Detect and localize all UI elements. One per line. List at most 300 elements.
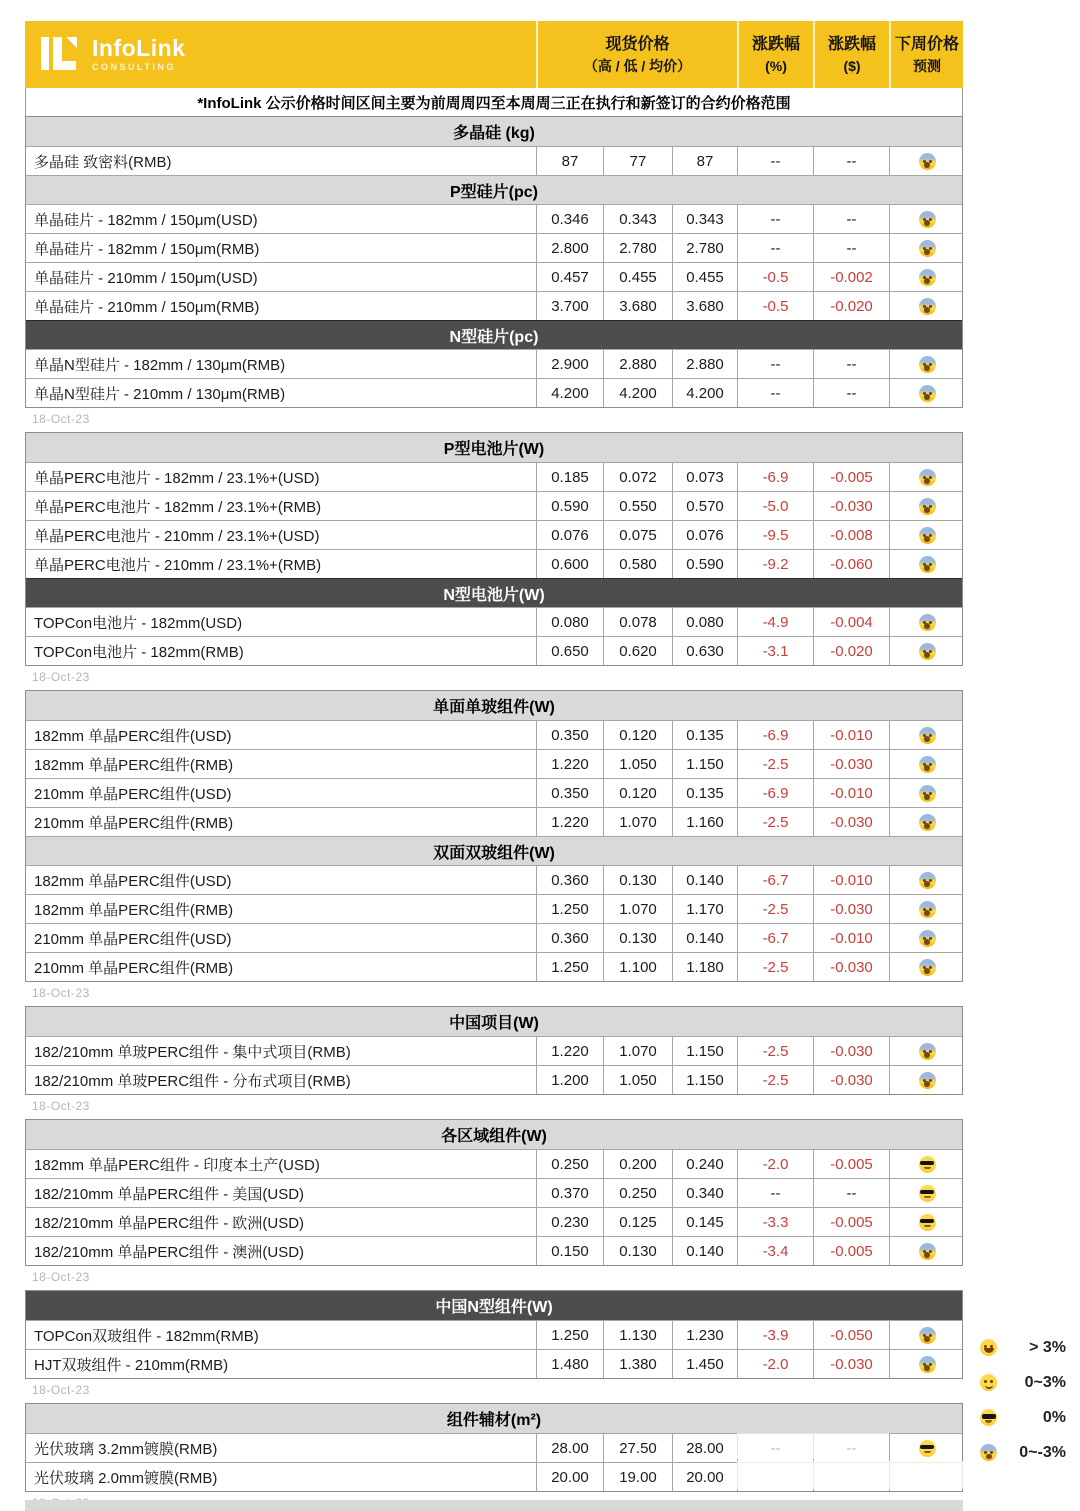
table-row <box>26 520 962 549</box>
change-pct-cell: -- <box>738 379 814 407</box>
price-low-cell: 0.125 <box>604 1208 673 1236</box>
table-row <box>26 204 962 233</box>
price-low-cell: 0.120 <box>604 779 673 807</box>
row-name: 182/210mm 单玻PERC组件 - 集中式项目(RMB) <box>26 1037 537 1065</box>
change-usd-cell: -0.005 <box>814 1150 890 1178</box>
price-low-cell: 77 <box>604 147 673 175</box>
forecast-cell <box>890 550 964 578</box>
price-low-cell: 1.070 <box>604 1037 673 1065</box>
column-header-change-usd <box>813 21 889 88</box>
price-low-cell: 2.880 <box>604 350 673 378</box>
change-usd-cell: -0.020 <box>814 637 890 665</box>
change-usd-cell: -0.030 <box>814 1037 890 1065</box>
scream-emoji-icon <box>919 1043 936 1060</box>
section-title: 中国项目(W) <box>449 1015 539 1032</box>
change-usd-title: 涨跌幅 <box>827 35 876 53</box>
scream-emoji-icon <box>919 814 936 831</box>
price-high-cell: 1.250 <box>537 1321 604 1349</box>
forecast-cell <box>890 521 964 549</box>
grin-emoji-icon <box>980 1339 997 1356</box>
scream-emoji-icon <box>919 556 936 573</box>
price-avg-cell: 0.343 <box>673 205 738 233</box>
infolink-logo-icon <box>39 35 83 75</box>
table-row <box>26 349 962 378</box>
scream-emoji-icon <box>919 211 936 228</box>
row-name: 182mm 单晶PERC组件(RMB) <box>26 895 537 923</box>
forecast-cell <box>890 1350 964 1378</box>
table-block <box>25 1290 963 1396</box>
price-avg-cell: 0.140 <box>673 924 738 952</box>
price-high-cell: 1.480 <box>537 1350 604 1378</box>
scream-emoji-icon <box>919 356 936 373</box>
change-usd-cell: -0.060 <box>814 550 890 578</box>
spot-price-title: 现货价格 <box>605 35 670 53</box>
price-low-cell: 0.250 <box>604 1179 673 1207</box>
price-avg-cell: 1.230 <box>673 1321 738 1349</box>
watermark-patch <box>737 1461 963 1489</box>
price-avg-cell: 1.150 <box>673 750 738 778</box>
price-low-cell: 0.343 <box>604 205 673 233</box>
brand-subtitle: CONSULTING <box>92 62 176 73</box>
change-pct-cell: -5.0 <box>738 492 814 520</box>
change-usd-cell: -0.002 <box>814 263 890 291</box>
price-avg-cell: 1.450 <box>673 1350 738 1378</box>
brand-header-cell <box>25 21 536 88</box>
column-header-change-pct <box>737 21 813 88</box>
legend-item <box>980 1400 1066 1435</box>
price-high-cell: 4.200 <box>537 379 604 407</box>
price-low-cell: 1.100 <box>604 953 673 981</box>
price-high-cell: 0.350 <box>537 721 604 749</box>
change-usd-cell: -0.010 <box>814 779 890 807</box>
price-low-cell: 0.130 <box>604 1237 673 1265</box>
legend-label: 0~-3% <box>1019 1443 1066 1461</box>
section-header <box>26 1291 962 1320</box>
price-low-cell: 0.075 <box>604 521 673 549</box>
brand-name: InfoLink <box>92 35 186 62</box>
change-usd-cell: -- <box>814 234 890 262</box>
section-title: P型硅片(pc) <box>449 183 538 201</box>
change-pct-cell: -- <box>738 234 814 262</box>
change-usd-cell: -- <box>814 147 890 175</box>
row-name: 单晶硅片 - 210mm / 150μm(USD) <box>26 263 537 291</box>
row-name: HJT双玻组件 - 210mm(RMB) <box>26 1350 537 1378</box>
change-pct-cell: -9.2 <box>738 550 814 578</box>
change-usd-cell: -0.010 <box>814 721 890 749</box>
watermark-patch <box>737 1433 889 1459</box>
price-avg-cell: 1.170 <box>673 895 738 923</box>
change-pct-cell: -2.5 <box>738 895 814 923</box>
row-name: 单晶PERC电池片 - 210mm / 23.1%+(RMB) <box>26 550 537 578</box>
price-high-cell: 20.00 <box>537 1463 604 1491</box>
forecast-cell <box>890 1066 964 1094</box>
table-block <box>25 116 963 425</box>
price-high-cell: 0.076 <box>537 521 604 549</box>
row-name: 单晶N型硅片 - 182mm / 130μm(RMB) <box>26 350 537 378</box>
section-title: 多晶硅 (kg) <box>453 125 535 142</box>
table-block-body <box>25 1290 963 1379</box>
change-usd-cell: -0.008 <box>814 521 890 549</box>
price-avg-cell: 0.590 <box>673 550 738 578</box>
row-name: 182/210mm 单玻PERC组件 - 分布式项目(RMB) <box>26 1066 537 1094</box>
section-header <box>26 175 962 204</box>
price-low-cell: 0.130 <box>604 866 673 894</box>
change-pct-cell: -6.9 <box>738 721 814 749</box>
price-avg-cell: 0.145 <box>673 1208 738 1236</box>
row-name: 单晶PERC电池片 - 182mm / 23.1%+(USD) <box>26 463 537 491</box>
forecast-cell <box>890 1434 964 1462</box>
forecast-cell <box>890 721 964 749</box>
price-avg-cell: 28.00 <box>673 1434 738 1462</box>
price-avg-cell: 2.780 <box>673 234 738 262</box>
change-pct-cell: -6.9 <box>738 463 814 491</box>
price-avg-cell: 0.570 <box>673 492 738 520</box>
price-high-cell: 1.220 <box>537 808 604 836</box>
price-table <box>25 21 963 1511</box>
price-high-cell: 28.00 <box>537 1434 604 1462</box>
change-pct-cell: -2.5 <box>738 750 814 778</box>
change-usd-cell: -0.050 <box>814 1321 890 1349</box>
forecast-cell <box>890 924 964 952</box>
row-name: 210mm 单晶PERC组件(RMB) <box>26 808 537 836</box>
forecast-cell <box>890 205 964 233</box>
price-high-cell: 2.900 <box>537 350 604 378</box>
change-pct-cell: -0.5 <box>738 292 814 320</box>
table-row <box>26 1065 962 1094</box>
table-row <box>26 952 962 981</box>
price-avg-cell: 0.240 <box>673 1150 738 1178</box>
legend-item <box>980 1365 1066 1400</box>
section-title: N型电池片(W) <box>443 586 545 604</box>
price-high-cell: 0.346 <box>537 205 604 233</box>
table-header-band <box>25 21 963 88</box>
table-row <box>26 1036 962 1065</box>
date-label: 18-Oct-23 <box>32 1383 90 1397</box>
price-low-cell: 4.200 <box>604 379 673 407</box>
price-low-cell: 3.680 <box>604 292 673 320</box>
change-usd-cell: -0.005 <box>814 1237 890 1265</box>
change-usd-cell: -0.030 <box>814 750 890 778</box>
scream-emoji-icon <box>919 959 936 976</box>
price-low-cell: 0.072 <box>604 463 673 491</box>
forecast-cell <box>890 492 964 520</box>
section-title: N型硅片(pc) <box>449 328 539 346</box>
price-high-cell: 3.700 <box>537 292 604 320</box>
forecast-cell <box>890 895 964 923</box>
price-low-cell: 27.50 <box>604 1434 673 1462</box>
row-name: 182/210mm 单晶PERC组件 - 欧洲(USD) <box>26 1208 537 1236</box>
price-high-cell: 0.457 <box>537 263 604 291</box>
forecast-cell <box>890 350 964 378</box>
change-usd-cell: -0.030 <box>814 492 890 520</box>
row-name: 单晶硅片 - 182mm / 150μm(USD) <box>26 205 537 233</box>
price-high-cell: 0.350 <box>537 779 604 807</box>
change-pct-cell: -- <box>738 147 814 175</box>
forecast-cell <box>890 234 964 262</box>
price-high-cell: 0.250 <box>537 1150 604 1178</box>
scream-emoji-icon <box>919 756 936 773</box>
table-row <box>26 720 962 749</box>
row-name: TOPCon双玻组件 - 182mm(RMB) <box>26 1321 537 1349</box>
change-pct-cell: -2.0 <box>738 1350 814 1378</box>
forecast-cell <box>890 1321 964 1349</box>
table-block-body <box>25 432 963 666</box>
price-avg-cell: 0.630 <box>673 637 738 665</box>
price-high-cell: 2.800 <box>537 234 604 262</box>
legend-label: 0~3% <box>1024 1373 1066 1391</box>
price-avg-cell: 0.135 <box>673 779 738 807</box>
price-avg-cell: 20.00 <box>673 1463 738 1491</box>
table-row <box>26 894 962 923</box>
table-block-body <box>25 116 963 408</box>
price-high-cell: 0.360 <box>537 924 604 952</box>
table-block-body <box>25 1119 963 1266</box>
change-pct-cell: -2.5 <box>738 953 814 981</box>
price-high-cell: 0.185 <box>537 463 604 491</box>
section-title: P型电池片(W) <box>443 441 545 458</box>
change-pct-cell: -- <box>738 205 814 233</box>
section-header <box>26 836 962 865</box>
price-low-cell: 1.130 <box>604 1321 673 1349</box>
price-low-cell: 1.070 <box>604 895 673 923</box>
change-usd-cell: -0.030 <box>814 1066 890 1094</box>
table-row <box>26 607 962 636</box>
change-pct-cell: -6.7 <box>738 866 814 894</box>
date-label: 18-Oct-23 <box>32 1099 90 1113</box>
forecast-cell <box>890 1208 964 1236</box>
forecast-cell <box>890 1150 964 1178</box>
forecast-cell <box>890 779 964 807</box>
price-low-cell: 0.455 <box>604 263 673 291</box>
price-high-cell: 0.370 <box>537 1179 604 1207</box>
table-row <box>26 636 962 665</box>
price-low-cell: 0.130 <box>604 924 673 952</box>
date-label: 18-Oct-23 <box>32 670 90 684</box>
row-name: 210mm 单晶PERC组件(USD) <box>26 924 537 952</box>
scream-emoji-icon <box>919 1327 936 1344</box>
scream-emoji-icon <box>919 727 936 744</box>
table-block <box>25 1119 963 1283</box>
change-usd-cell: -0.030 <box>814 895 890 923</box>
blocks <box>25 116 963 1509</box>
scream-emoji-icon <box>919 1243 936 1260</box>
price-low-cell: 1.380 <box>604 1350 673 1378</box>
price-avg-cell: 1.150 <box>673 1037 738 1065</box>
price-low-cell: 0.120 <box>604 721 673 749</box>
forecast-cell <box>890 637 964 665</box>
scream-emoji-icon <box>919 298 936 315</box>
price-high-cell: 1.200 <box>537 1066 604 1094</box>
sunglasses-emoji-icon <box>980 1409 997 1426</box>
table-row <box>26 549 962 578</box>
column-header-forecast <box>889 21 963 88</box>
row-name: 单晶硅片 - 210mm / 150μm(RMB) <box>26 292 537 320</box>
sunglasses-emoji-icon <box>919 1440 936 1457</box>
price-high-cell: 0.360 <box>537 866 604 894</box>
change-usd-cell: -0.030 <box>814 1350 890 1378</box>
section-header <box>26 433 962 462</box>
price-period-note: *InfoLink 公示价格时间区间主要为前周周四至本周周三正在执行和新签订的合约价格范围 <box>25 88 963 116</box>
price-high-cell: 1.220 <box>537 750 604 778</box>
section-header <box>26 578 962 607</box>
row-name: 光伏玻璃 2.0mm镀膜(RMB) <box>26 1463 537 1491</box>
section-header <box>26 691 962 720</box>
date-label: 18-Oct-23 <box>32 1270 90 1284</box>
price-avg-cell: 4.200 <box>673 379 738 407</box>
forecast-cell <box>890 379 964 407</box>
price-avg-cell: 0.455 <box>673 263 738 291</box>
row-name: 182/210mm 单晶PERC组件 - 美国(USD) <box>26 1179 537 1207</box>
table-row <box>26 1149 962 1178</box>
forecast-cell <box>890 953 964 981</box>
scream-emoji-icon <box>919 1072 936 1089</box>
table-row <box>26 749 962 778</box>
forecast-cell <box>890 1179 964 1207</box>
row-name: 单晶PERC电池片 - 210mm / 23.1%+(USD) <box>26 521 537 549</box>
row-name: 182/210mm 单晶PERC组件 - 澳洲(USD) <box>26 1237 537 1265</box>
change-pct-cell: -3.9 <box>738 1321 814 1349</box>
table-row <box>26 462 962 491</box>
change-usd-cell: -0.020 <box>814 292 890 320</box>
change-usd-cell: -0.010 <box>814 866 890 894</box>
cropped-next-section-strip <box>25 1500 963 1511</box>
table-row <box>26 291 962 320</box>
price-avg-cell: 0.140 <box>673 866 738 894</box>
section-header <box>26 320 962 349</box>
table-row <box>26 491 962 520</box>
change-usd-cell: -0.030 <box>814 953 890 981</box>
price-low-cell: 0.078 <box>604 608 673 636</box>
row-name: 210mm 单晶PERC组件(RMB) <box>26 953 537 981</box>
change-usd-cell: -- <box>814 205 890 233</box>
row-name: 182mm 单晶PERC组件 - 印度本土产(USD) <box>26 1150 537 1178</box>
date-label: 18-Oct-23 <box>32 986 90 1000</box>
sunglasses-emoji-icon <box>919 1156 936 1173</box>
price-low-cell: 0.620 <box>604 637 673 665</box>
legend-label: > 3% <box>1029 1338 1066 1356</box>
change-pct-cell: -- <box>738 1179 814 1207</box>
change-pct-cell: -- <box>738 350 814 378</box>
change-pct-cell: -9.5 <box>738 521 814 549</box>
change-pct-cell: -6.7 <box>738 924 814 952</box>
section-header <box>26 1404 962 1433</box>
scream-emoji-icon <box>919 498 936 515</box>
scream-emoji-icon <box>919 643 936 660</box>
forecast-cell <box>890 1237 964 1265</box>
forecast-cell <box>890 463 964 491</box>
smile-emoji-icon <box>980 1374 997 1391</box>
legend-item <box>980 1330 1066 1365</box>
row-name: 单晶硅片 - 182mm / 150μm(RMB) <box>26 234 537 262</box>
price-low-cell: 0.550 <box>604 492 673 520</box>
row-name: 多晶硅 致密料(RMB) <box>26 147 537 175</box>
sunglasses-emoji-icon <box>919 1185 936 1202</box>
price-avg-cell: 1.150 <box>673 1066 738 1094</box>
table-block-body <box>25 690 963 982</box>
price-low-cell: 1.050 <box>604 750 673 778</box>
row-name: 182mm 单晶PERC组件(USD) <box>26 721 537 749</box>
row-name: 单晶PERC电池片 - 182mm / 23.1%+(RMB) <box>26 492 537 520</box>
scream-emoji-icon <box>919 469 936 486</box>
price-high-cell: 0.230 <box>537 1208 604 1236</box>
section-header <box>26 1007 962 1036</box>
row-name: 182mm 单晶PERC组件(USD) <box>26 866 537 894</box>
change-pct-cell: -2.5 <box>738 1066 814 1094</box>
change-pct-title: 涨跌幅 <box>751 35 800 53</box>
price-avg-cell: 1.160 <box>673 808 738 836</box>
table-row <box>26 1178 962 1207</box>
legend-item <box>980 1435 1066 1470</box>
table-row <box>26 1320 962 1349</box>
forecast-cell <box>890 147 964 175</box>
table-block <box>25 1006 963 1112</box>
price-high-cell: 1.250 <box>537 953 604 981</box>
price-avg-cell: 0.073 <box>673 463 738 491</box>
forecast-cell <box>890 750 964 778</box>
section-title: 各区域组件(W) <box>441 1128 547 1145</box>
table-block <box>25 432 963 683</box>
change-pct-cell: -3.3 <box>738 1208 814 1236</box>
table-block <box>25 690 963 999</box>
table-row <box>26 865 962 894</box>
table-row <box>26 1236 962 1265</box>
table-row <box>26 378 962 407</box>
forecast-cell <box>890 292 964 320</box>
scream-emoji-icon <box>919 240 936 257</box>
change-usd-cell: -- <box>814 1179 890 1207</box>
price-avg-cell: 87 <box>673 147 738 175</box>
scream-emoji-icon <box>980 1444 997 1461</box>
forecast-cell <box>890 1037 964 1065</box>
change-usd-cell: -0.005 <box>814 1208 890 1236</box>
row-name: 182mm 单晶PERC组件(RMB) <box>26 750 537 778</box>
price-low-cell: 19.00 <box>604 1463 673 1491</box>
price-low-cell: 1.070 <box>604 808 673 836</box>
change-pct-cell: -2.5 <box>738 1037 814 1065</box>
forecast-subtitle: 预测 <box>913 57 941 74</box>
change-pct-subtitle: (%) <box>765 57 787 74</box>
change-pct-cell: -2.0 <box>738 1150 814 1178</box>
price-high-cell: 0.590 <box>537 492 604 520</box>
price-low-cell: 2.780 <box>604 234 673 262</box>
forecast-cell <box>890 866 964 894</box>
scream-emoji-icon <box>919 527 936 544</box>
price-avg-cell: 1.180 <box>673 953 738 981</box>
scream-emoji-icon <box>919 269 936 286</box>
forecast-cell <box>890 808 964 836</box>
price-high-cell: 0.650 <box>537 637 604 665</box>
section-header <box>26 117 962 146</box>
row-name: 210mm 单晶PERC组件(USD) <box>26 779 537 807</box>
scream-emoji-icon <box>919 930 936 947</box>
change-usd-cell: -- <box>814 379 890 407</box>
scream-emoji-icon <box>919 385 936 402</box>
change-usd-cell: -0.005 <box>814 463 890 491</box>
table-row <box>26 262 962 291</box>
section-header <box>26 1120 962 1149</box>
row-name: TOPCon电池片 - 182mm(USD) <box>26 608 537 636</box>
change-pct-cell: -3.1 <box>738 637 814 665</box>
change-usd-subtitle: ($) <box>843 57 861 74</box>
scream-emoji-icon <box>919 1356 936 1373</box>
legend-label: 0% <box>1042 1408 1066 1426</box>
row-name: 单晶N型硅片 - 210mm / 130μm(RMB) <box>26 379 537 407</box>
scream-emoji-icon <box>919 872 936 889</box>
scream-emoji-icon <box>919 785 936 802</box>
column-header-spot-price <box>536 21 737 88</box>
change-pct-cell: -2.5 <box>738 808 814 836</box>
scream-emoji-icon <box>919 901 936 918</box>
